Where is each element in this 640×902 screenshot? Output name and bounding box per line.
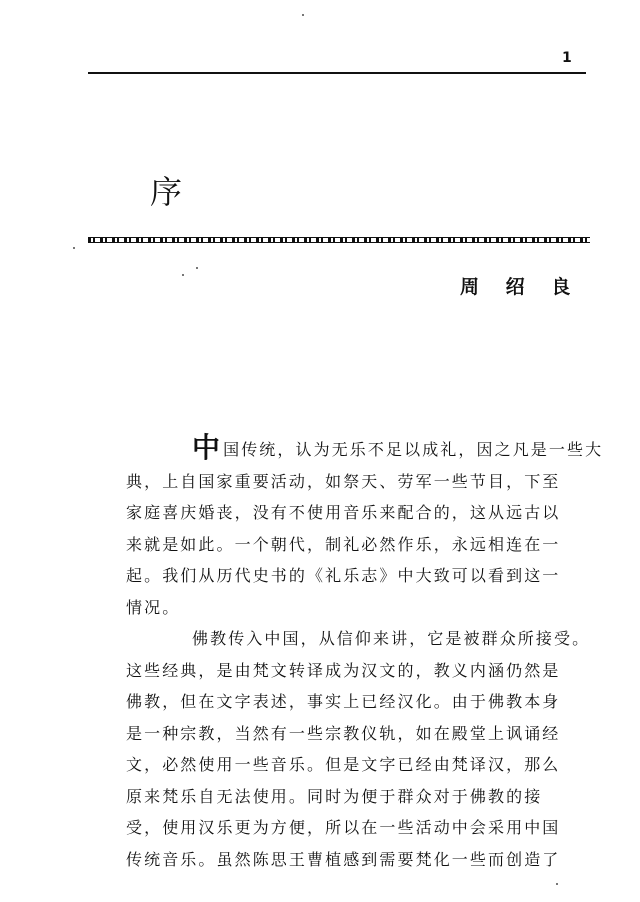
text-line: 传统音乐。虽然陈思王曹植感到需要梵化一些而创造了 xyxy=(126,849,561,869)
scan-speck xyxy=(182,274,184,276)
ornamental-divider xyxy=(88,237,590,243)
scan-speck xyxy=(73,247,75,249)
text-line: 是一种宗教，当然有一些宗教仪轨，如在殿堂上讽诵经 xyxy=(126,723,561,743)
scan-speck xyxy=(556,883,558,885)
text-line: 情况。 xyxy=(126,597,181,617)
author-name: 周 绍 良 xyxy=(460,276,581,298)
page-number: 1 xyxy=(562,50,572,66)
text-line xyxy=(126,431,604,466)
header-rule xyxy=(88,72,586,74)
text-line-content: 国传统，认为无乐不足以成礼，因之凡是一些大 xyxy=(223,440,604,459)
text-line: 家庭喜庆婚丧，没有不使用音乐来配合的，这从远古以 xyxy=(126,503,561,522)
scan-speck xyxy=(196,267,198,269)
text-line: 起。我们从历代史书的《礼乐志》中大致可以看到这一 xyxy=(126,566,561,585)
text-line: 文，必然使用一些音乐。但是文字已经由梵译汉，那么 xyxy=(126,755,561,774)
text-line: 佛教传入中国，从信仰来讲，它是被群众所接受。 xyxy=(192,629,591,648)
drop-cap: 中 xyxy=(192,431,223,464)
body-text xyxy=(126,431,604,875)
text-line: 佛教，但在文字表述，事实上已经汉化。由于佛教本身 xyxy=(126,692,561,711)
chapter-title: 序 xyxy=(150,173,185,211)
text-line: 受，使用汉乐更为方便，所以在一些活动中会采用中国 xyxy=(126,818,561,837)
scan-speck xyxy=(302,14,304,16)
text-line: 来就是如此。一个朝代，制礼必然作乐，永远相连在一 xyxy=(126,534,561,554)
text-line: 原来梵乐自无法使用。同时为便于群众对于佛教的接 xyxy=(126,786,543,806)
text-line: 这些经典，是由梵文转译成为汉文的，教义内涵仍然是 xyxy=(126,660,561,680)
text-line: 典，上自国家重要活动，如祭天、劳军一些节目，下至 xyxy=(126,471,561,491)
